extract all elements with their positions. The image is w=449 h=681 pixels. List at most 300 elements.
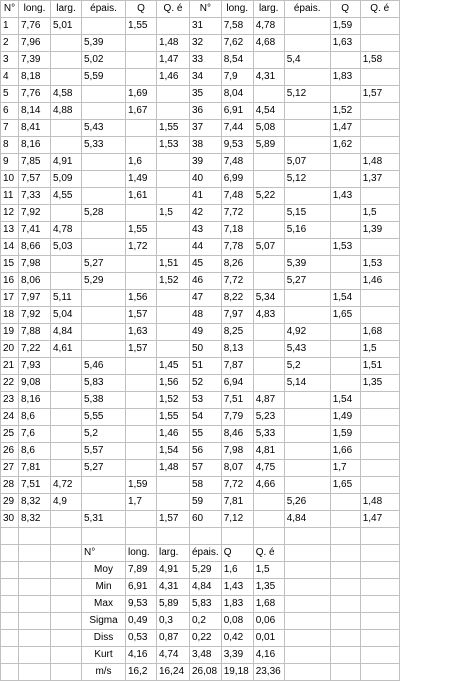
data-cell [330,154,360,171]
data-cell: 7,76 [19,86,51,103]
data-cell: 7,9 [221,69,253,86]
data-cell: 1,7 [330,460,360,477]
table-row [1,18,400,35]
data-cell: 7,98 [19,256,51,273]
empty-cell [360,647,399,664]
empty-cell [330,579,360,596]
data-cell: 8,04 [221,86,253,103]
empty-cell [190,528,222,545]
data-cell [253,86,284,103]
data-cell: 8,6 [19,409,51,426]
data-cell: 7,98 [221,443,253,460]
data-cell [330,358,360,375]
data-cell [284,409,330,426]
data-cell [126,69,157,86]
data-cell [253,171,284,188]
summary-cell: 0,49 [126,613,157,630]
data-cell: 1,59 [330,18,360,35]
empty-cell [19,579,51,596]
data-cell [330,324,360,341]
table-row [1,494,400,511]
summary-cell: 0,53 [126,630,157,647]
row-number: 59 [190,494,222,511]
data-cell [157,222,190,239]
data-cell [330,86,360,103]
data-cell: 5,83 [82,375,126,392]
data-cell: 8,32 [19,494,51,511]
empty-cell [51,613,82,630]
data-cell [253,494,284,511]
column-header: Q. é [157,1,190,18]
data-cell: 1,66 [330,443,360,460]
data-cell: 8,32 [19,511,51,528]
data-cell: 5,23 [253,409,284,426]
data-cell [253,273,284,290]
data-cell: 5,14 [284,375,330,392]
data-cell: 4,72 [51,477,82,494]
data-cell: 7,12 [221,511,253,528]
data-cell: 7,79 [221,409,253,426]
data-cell: 4,91 [51,154,82,171]
data-cell: 4,78 [253,18,284,35]
data-cell: 5,31 [82,511,126,528]
data-cell: 1,57 [360,86,399,103]
data-cell: 5,26 [284,494,330,511]
data-cell: 8,46 [221,426,253,443]
header-row [1,1,400,18]
data-cell: 5,01 [51,18,82,35]
summary-cell: 1,6 [221,562,253,579]
data-cell: 5,55 [82,409,126,426]
empty-cell [1,596,19,613]
table-row [1,426,400,443]
table-row [1,52,400,69]
data-cell: 5,16 [284,222,330,239]
row-number: 11 [1,188,19,205]
data-cell: 4,31 [253,69,284,86]
data-cell: 4,84 [51,324,82,341]
data-cell [360,137,399,154]
empty-cell [284,630,330,647]
summary-label: m/s [82,664,126,681]
table-row [1,103,400,120]
empty-cell [330,647,360,664]
data-cell: 4,92 [284,324,330,341]
data-cell [51,443,82,460]
empty-cell [51,579,82,596]
data-cell [82,188,126,205]
summary-row [1,630,400,647]
data-cell [253,154,284,171]
summary-row [1,664,400,681]
data-cell: 4,58 [51,86,82,103]
row-number: 3 [1,52,19,69]
data-cell: 1,47 [360,511,399,528]
data-cell: 1,57 [126,341,157,358]
table-row [1,222,400,239]
data-cell [126,409,157,426]
data-cell: 1,53 [360,256,399,273]
data-cell [253,375,284,392]
data-cell [253,222,284,239]
empty-cell [330,562,360,579]
data-cell: 8,41 [19,120,51,137]
data-cell: 5,2 [284,358,330,375]
empty-cell [51,562,82,579]
row-number: 15 [1,256,19,273]
empty-cell [284,562,330,579]
data-cell [284,137,330,154]
data-cell: 7,97 [221,307,253,324]
data-cell: 4,88 [51,103,82,120]
data-cell [51,256,82,273]
data-cell: 1,57 [157,511,190,528]
data-cell: 1,58 [360,52,399,69]
row-number: 16 [1,273,19,290]
summary-cell: 1,35 [253,579,284,596]
data-cell: 1,55 [126,18,157,35]
data-cell: 1,52 [330,103,360,120]
data-cell: 7,72 [221,205,253,222]
data-cell: 4,54 [253,103,284,120]
row-number: 41 [190,188,222,205]
data-cell [82,477,126,494]
data-cell: 8,16 [19,392,51,409]
data-cell: 7,96 [19,35,51,52]
table-row [1,171,400,188]
summary-cell: 0,2 [190,613,222,630]
data-cell: 1,54 [157,443,190,460]
summary-cell: 4,31 [157,579,190,596]
data-cell [157,494,190,511]
empty-cell [284,596,330,613]
empty-cell [51,664,82,681]
summary-column-header: Q [221,545,253,562]
data-cell [360,69,399,86]
data-cell [360,239,399,256]
data-cell: 5,04 [51,307,82,324]
summary-label: Diss [82,630,126,647]
row-number: 60 [190,511,222,528]
summary-cell: 5,29 [190,562,222,579]
data-cell [330,205,360,222]
summary-row [1,613,400,630]
data-cell [284,477,330,494]
data-cell: 5,89 [253,137,284,154]
row-number: 49 [190,324,222,341]
row-number: 14 [1,239,19,256]
data-cell: 7,22 [19,341,51,358]
data-cell: 1,65 [330,477,360,494]
data-cell [284,18,330,35]
column-header: long. [221,1,253,18]
data-cell [82,18,126,35]
summary-column-header: long. [126,545,157,562]
data-cell: 7,41 [19,222,51,239]
data-cell: 5,29 [82,273,126,290]
data-cell: 7,39 [19,52,51,69]
table-row [1,69,400,86]
data-cell [360,409,399,426]
data-cell [360,35,399,52]
table-row [1,443,400,460]
summary-cell: 4,84 [190,579,222,596]
data-cell [126,35,157,52]
empty-cell [19,647,51,664]
empty-cell [360,579,399,596]
data-cell [82,171,126,188]
row-number: 25 [1,426,19,443]
data-cell: 5,27 [82,460,126,477]
data-cell: 8,6 [19,443,51,460]
data-cell [284,443,330,460]
summary-cell: 5,83 [190,596,222,613]
summary-label: Max [82,596,126,613]
summary-header-row [1,545,400,562]
data-cell [82,239,126,256]
table-row [1,205,400,222]
empty-cell [1,579,19,596]
column-header: N° [190,1,222,18]
data-cell: 1,35 [360,375,399,392]
data-cell [82,222,126,239]
data-cell: 7,57 [19,171,51,188]
summary-cell: 1,83 [221,596,253,613]
summary-cell: 16,2 [126,664,157,681]
data-cell: 1,37 [360,171,399,188]
table-row [1,35,400,52]
data-cell [330,494,360,511]
summary-cell: 26,08 [190,664,222,681]
data-cell: 1,47 [330,120,360,137]
empty-cell [330,630,360,647]
data-cell: 1,83 [330,69,360,86]
data-cell: 7,6 [19,426,51,443]
column-header: épais. [82,1,126,18]
empty-cell [253,528,284,545]
data-cell: 5,22 [253,188,284,205]
row-number: 56 [190,443,222,460]
data-cell: 5,08 [253,120,284,137]
empty-cell [126,528,157,545]
data-cell: 1,51 [360,358,399,375]
data-cell: 5,46 [82,358,126,375]
column-header: épais. [284,1,330,18]
empty-cell [82,528,126,545]
data-cell: 8,18 [19,69,51,86]
data-cell: 6,91 [221,103,253,120]
data-cell: 9,53 [221,137,253,154]
data-cell: 5,12 [284,86,330,103]
data-cell [330,256,360,273]
data-cell: 1,54 [330,392,360,409]
column-header: Q [330,1,360,18]
data-cell: 7,51 [19,477,51,494]
data-cell [157,290,190,307]
data-cell: 4,87 [253,392,284,409]
data-cell: 4,9 [51,494,82,511]
row-number: 48 [190,307,222,324]
summary-cell: 4,16 [126,647,157,664]
data-cell: 8,14 [19,103,51,120]
data-cell [157,171,190,188]
data-cell: 5,43 [82,120,126,137]
summary-label: Kurt [82,647,126,664]
data-cell [157,154,190,171]
row-number: 46 [190,273,222,290]
row-number: 47 [190,290,222,307]
data-cell [157,18,190,35]
row-number: 22 [1,375,19,392]
data-cell: 1,59 [126,477,157,494]
empty-cell [284,545,330,562]
data-cell: 1,54 [330,290,360,307]
row-number: 32 [190,35,222,52]
data-cell [126,137,157,154]
summary-cell: 3,39 [221,647,253,664]
data-cell: 1,63 [126,324,157,341]
empty-cell [330,596,360,613]
column-header: Q [126,1,157,18]
empty-cell [19,664,51,681]
empty-cell [330,613,360,630]
empty-cell [221,528,253,545]
summary-row [1,596,400,613]
data-cell: 7,92 [19,307,51,324]
empty-cell [284,613,330,630]
column-header: larg. [253,1,284,18]
data-cell [284,290,330,307]
row-number: 40 [190,171,222,188]
empty-cell [157,528,190,545]
empty-cell [330,545,360,562]
table-row [1,273,400,290]
data-cell [157,324,190,341]
row-number: 10 [1,171,19,188]
data-cell [126,358,157,375]
data-cell: 1,69 [126,86,157,103]
data-cell: 5,4 [284,52,330,69]
empty-cell [330,664,360,681]
empty-cell [51,647,82,664]
empty-cell [19,562,51,579]
data-cell: 5,38 [82,392,126,409]
empty-cell [360,528,399,545]
row-number: 17 [1,290,19,307]
row-number: 50 [190,341,222,358]
row-number: 58 [190,477,222,494]
data-cell [51,137,82,154]
row-number: 26 [1,443,19,460]
summary-column-header: épais. [190,545,222,562]
data-cell: 1,55 [157,120,190,137]
data-cell: 1,7 [126,494,157,511]
data-cell [82,324,126,341]
data-cell: 1,63 [330,35,360,52]
column-header: larg. [51,1,82,18]
data-cell: 5,03 [51,239,82,256]
data-cell [253,52,284,69]
table-row [1,239,400,256]
data-cell [126,256,157,273]
data-cell: 7,85 [19,154,51,171]
data-cell: 8,06 [19,273,51,290]
data-cell: 1,55 [157,409,190,426]
row-number: 45 [190,256,222,273]
data-cell [330,171,360,188]
data-cell: 4,81 [253,443,284,460]
data-cell: 4,83 [253,307,284,324]
data-cell: 5,07 [284,154,330,171]
data-cell: 8,22 [221,290,253,307]
data-cell: 1,72 [126,239,157,256]
data-cell [360,188,399,205]
data-cell [82,154,126,171]
data-cell: 4,55 [51,188,82,205]
column-header: N° [1,1,19,18]
empty-cell [19,596,51,613]
row-number: 51 [190,358,222,375]
data-cell [284,35,330,52]
data-cell [330,222,360,239]
data-cell: 1,57 [126,307,157,324]
data-cell [284,426,330,443]
data-cell [51,273,82,290]
data-cell [51,375,82,392]
data-cell: 6,99 [221,171,253,188]
data-cell: 7,62 [221,35,253,52]
data-cell: 5,57 [82,443,126,460]
data-cell [82,86,126,103]
data-cell [126,120,157,137]
data-cell: 8,16 [19,137,51,154]
data-cell [126,426,157,443]
data-cell: 7,92 [19,205,51,222]
data-cell: 5,2 [82,426,126,443]
data-cell [82,494,126,511]
row-number: 20 [1,341,19,358]
data-cell [51,426,82,443]
empty-cell [1,630,19,647]
data-cell [126,205,157,222]
empty-cell [19,630,51,647]
summary-cell: 0,87 [157,630,190,647]
data-cell: 7,44 [221,120,253,137]
empty-cell [1,647,19,664]
column-header: Q. é [360,1,399,18]
data-cell [360,103,399,120]
data-cell [360,307,399,324]
row-number: 5 [1,86,19,103]
empty-cell [284,528,330,545]
table-row [1,188,400,205]
data-cell [51,205,82,222]
summary-cell: 19,18 [221,664,253,681]
data-cell: 5,12 [284,171,330,188]
table-row [1,511,400,528]
data-cell: 7,88 [19,324,51,341]
row-number: 57 [190,460,222,477]
data-cell: 7,87 [221,358,253,375]
data-cell: 7,78 [221,239,253,256]
data-cell: 5,07 [253,239,284,256]
data-cell [126,511,157,528]
data-cell: 1,46 [157,69,190,86]
data-cell: 1,45 [157,358,190,375]
data-cell: 4,84 [284,511,330,528]
empty-cell [1,528,19,545]
data-cell [82,103,126,120]
